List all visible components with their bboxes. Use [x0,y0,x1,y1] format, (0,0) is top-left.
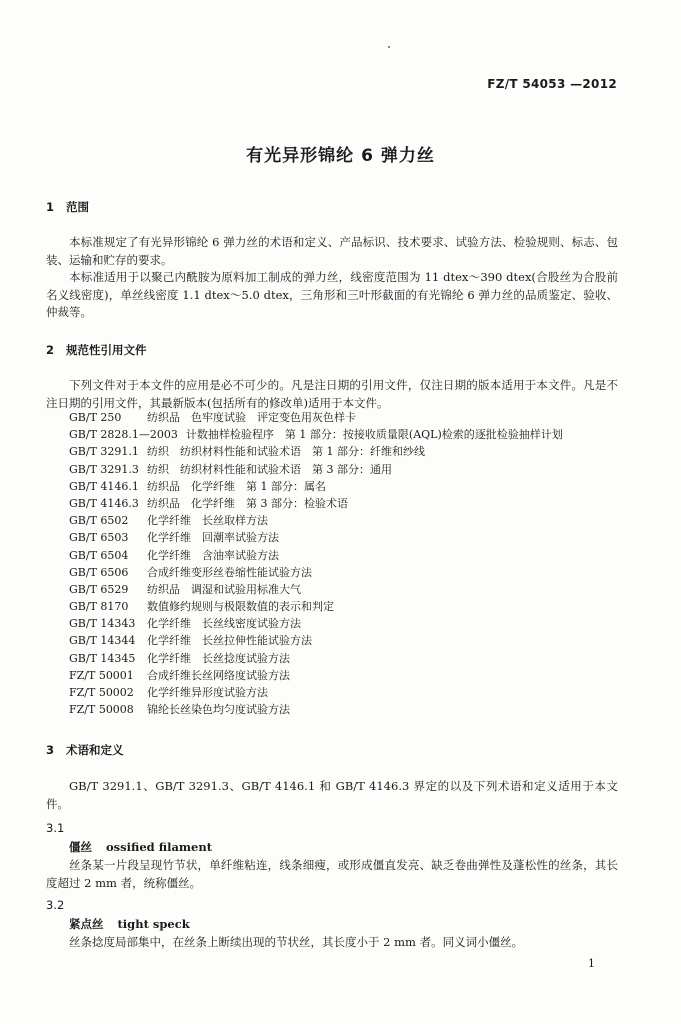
term-heading [69,839,212,855]
term-definition: 丝条某一片段呈现竹节状，单纤维粘连，线条细瘦，或形成僵直发亮、缺乏卷曲弹性及蓬松性的丝条，其长度超过 2 mm 者，统称僵丝。 [46,858,618,890]
scope-paragraph-1: 本标准规定了有光异形锦纶 6 弹力丝的术语和定义、产品标识、技术要求、试验方法、检验规则、标志、包装、运输和贮存的要求。 [46,235,618,267]
reference-code: GB/T 14345 [69,651,136,665]
reference-item [69,478,629,495]
section-1-heading [46,199,89,215]
section-2-heading [46,342,147,358]
reference-code: GB/T 4146.3 [69,496,139,510]
reference-title: 化学纤维 含油率试验方法 [147,548,279,562]
section-number: 2 [46,343,55,357]
reference-code: GB/T 6506 [69,565,129,579]
section-title: 范围 [66,200,89,214]
section-3-heading [46,742,124,758]
reference-title: 纺织品 色牢度试验 评定变色用灰色样卡 [147,411,356,424]
reference-title: 化学纤维 回潮率试验方法 [147,531,279,545]
reference-title: 化学纤维 长丝线密度试验方法 [147,617,301,631]
reference-code: FZ/T 50002 [69,686,134,699]
section-title: 规范性引用文件 [66,343,147,357]
reference-code: GB/T 14344 [69,634,136,648]
reference-title: 数值修约规则与极限数值的表示和判定 [147,600,334,614]
reference-item [69,650,629,667]
reference-code: GB/T 4146.1 [69,479,139,493]
reference-title: 化学纤维 长丝拉伸性能试验方法 [147,634,312,648]
reference-item [69,426,629,443]
reference-item [69,581,629,598]
term-chinese: 僵丝 [69,840,92,854]
reference-item [69,547,629,564]
reference-code: GB/T 6502 [69,514,129,528]
reference-code: GB/T 8170 [69,600,129,614]
reference-code: FZ/T 50008 [69,703,134,717]
reference-item [69,632,629,649]
reference-code: GB/T 3291.3 [69,462,139,476]
reference-item [69,598,629,615]
scope-paragraph-2: 本标准适用于以聚己内酰胺为原料加工制成的弹力丝，线密度范围为 11 dtex～390 dtex(合股丝为合股前名义线密度)，单丝线密度 1.1 dtex～5.0 dtex，三角形和三叶形截面的有光锦纶 6 弹力丝的品质鉴定、验收、仲裁等。 [46,270,618,319]
term-definition: 丝条捻度局部集中，在丝条上断续出现的节状丝，其长度小于 2 mm 者。同义词小僵丝。 [69,935,524,949]
reference-item [69,564,629,581]
page-number: 1 [588,957,595,970]
reference-code: GB/T 14343 [69,617,136,631]
reference-title: 化学纤维异形度试验方法 [147,686,268,699]
reference-code: GB/T 2828.1—2003 [69,428,178,442]
reference-title: 合成纤维长丝网络度试验方法 [147,668,290,682]
reference-item [69,409,629,426]
reference-title: 纺织品 调湿和试验用标准大气 [147,582,301,596]
reference-code: GB/T 3291.1 [69,445,139,459]
term-english: ossified filament [106,840,213,854]
reference-title: 纺织 纺织材料性能和试验术语 第 1 部分：纤维和纱线 [147,445,425,459]
reference-code: GB/T 250 [69,411,122,424]
reference-title: 计数抽样检验程序 第 1 部分：按接收质量限(AQL)检索的逐批检验抽样计划 [185,428,563,442]
reference-title: 化学纤维 长丝捻度试验方法 [147,651,290,665]
reference-code: FZ/T 50001 [69,668,134,682]
reference-item [69,684,629,701]
reference-code: GB/T 6504 [69,548,129,562]
reference-title: 纺织品 化学纤维 第 1 部分：属名 [147,479,326,493]
reference-code: GB/T 6529 [69,582,129,596]
document-title: 有光异形锦纶 6 弹力丝 [246,146,435,166]
standard-code: FZ/T 54053 —2012 [487,77,617,91]
term-chinese: 紧点丝 [69,917,104,931]
reference-list [69,409,629,718]
terms-intro: GB/T 3291.1、GB/T 3291.3、GB/T 4146.1 和 GB/T 4146.3 界定的以及下列术语和定义适用于本文件。 [46,779,618,811]
references-intro: 下列文件对于本文件的应用是必不可少的。凡是注日期的引用文件，仅注日期的版本适用于本文件。凡是不注日期的引用文件，其最新版本(包括所有的修改单)适用于本文件。 [46,378,618,410]
reference-item [69,701,629,718]
section-title: 术语和定义 [66,743,124,757]
clause-number: 3.2 [46,898,65,912]
reference-title: 合成纤维变形丝卷缩性能试验方法 [147,565,312,579]
reference-title: 纺织 纺织材料性能和试验术语 第 3 部分：通用 [147,462,392,476]
reference-code: GB/T 6503 [69,531,129,545]
reference-item [69,529,629,546]
reference-item [69,512,629,529]
term-heading [69,916,190,932]
clause-number: 3.1 [46,821,65,835]
reference-item [69,461,629,478]
section-number: 3 [46,743,55,757]
scan-speck [388,46,390,48]
reference-item [69,667,629,684]
reference-title: 锦纶长丝染色均匀度试验方法 [147,703,290,717]
section-number: 1 [46,200,55,214]
term-english: tight speck [117,917,190,931]
reference-title: 化学纤维 长丝取样方法 [147,514,268,528]
reference-item [69,443,629,460]
reference-item [69,495,629,512]
reference-title: 纺织品 化学纤维 第 3 部分：检验术语 [147,496,348,510]
reference-item [69,615,629,632]
